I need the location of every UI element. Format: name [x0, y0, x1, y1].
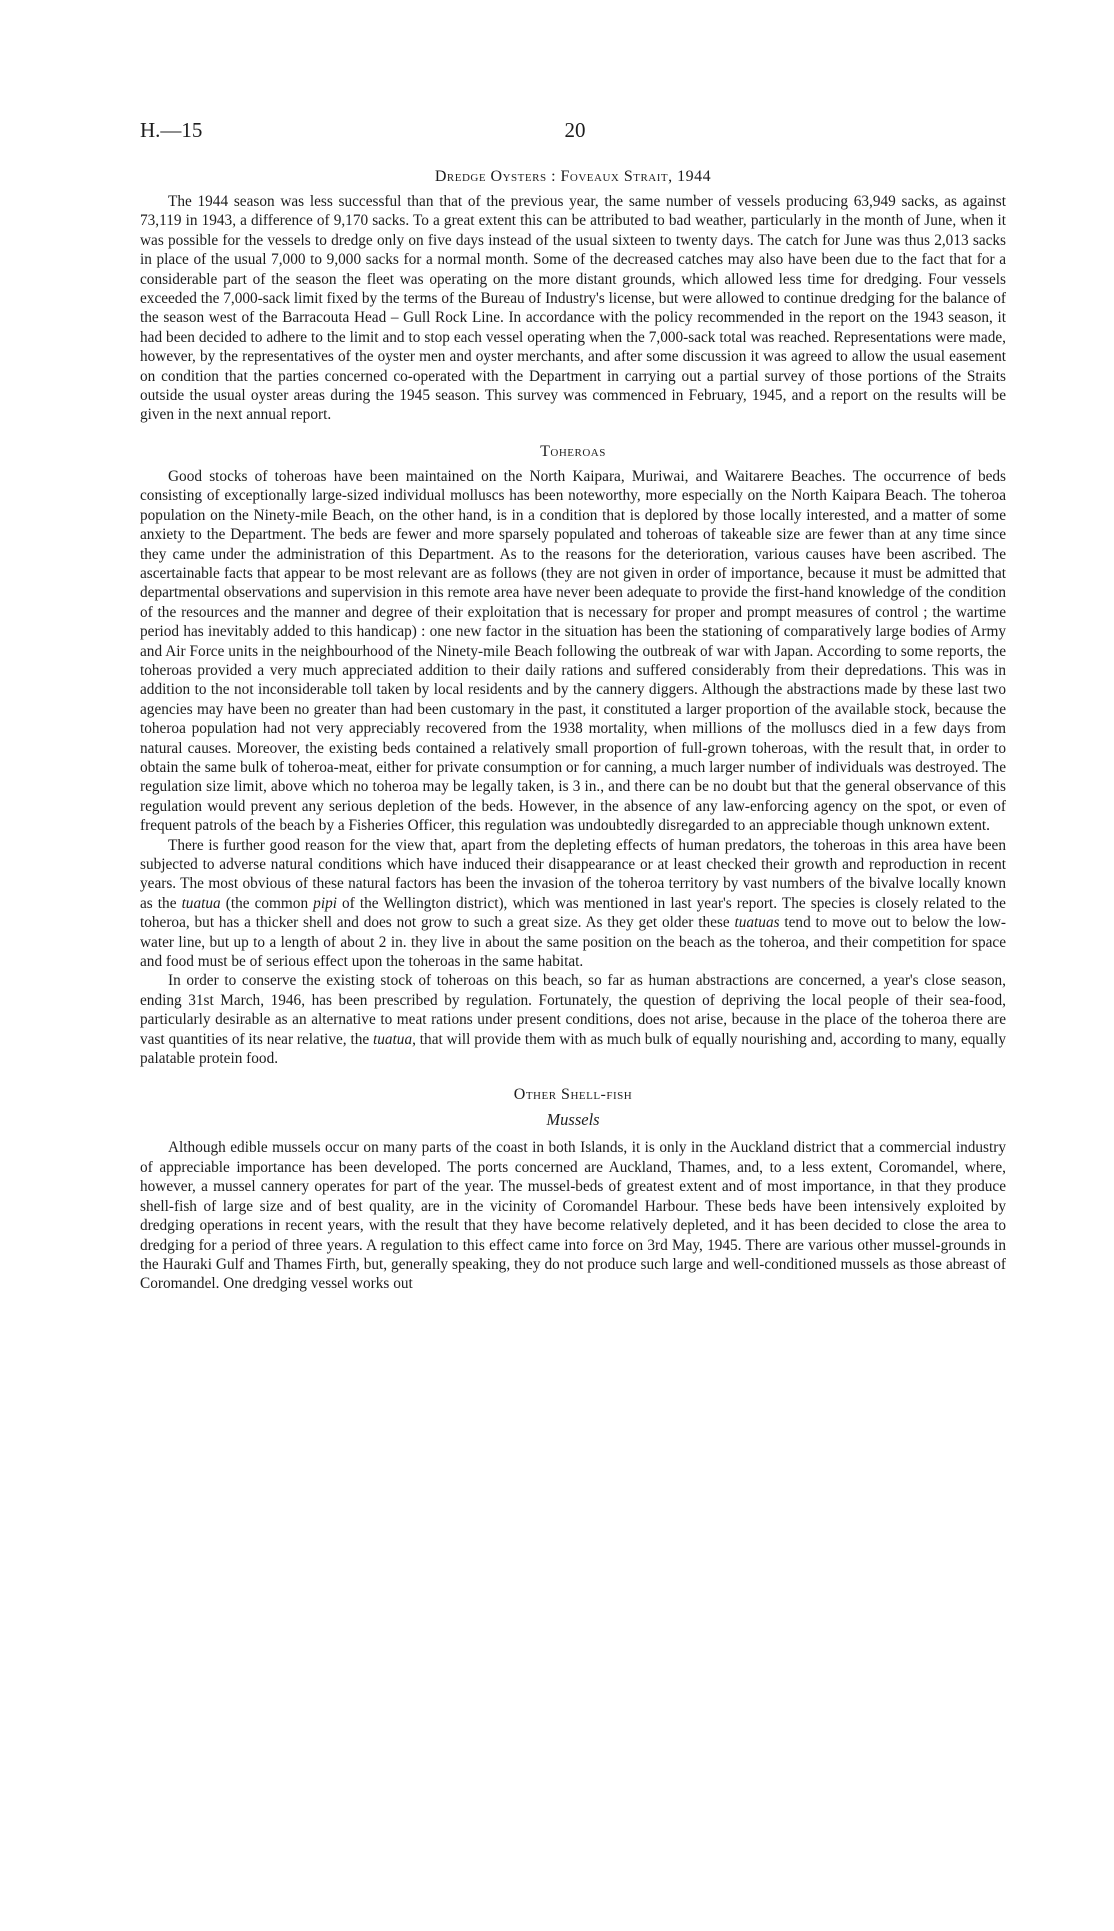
text-run: In order to conserve the existing stock of toheroas on this beach, so far as human abstractions are concerned, a year's close season, ending 31st March, 1946, has been prescribed by regulation. Fortunately, the question of depriving the local people of their sea-food, particularly desirable as an alternative to meat rations under present conditions, does not arise, because in the place of the toheroa there are vast quantities of its near relative, the [140, 972, 1006, 1048]
section-heading: Toheroas [540, 442, 606, 460]
section-heading: Other Shell-fish [513, 1086, 633, 1104]
text-run: There is further good reason for the view that, apart from the depleting effects of human predators, the toheroas in this area have been subjected to adverse natural conditions which have induced their disappearance or at least checked their growth and reproduction in recent years. The most obvious of these natural factors has been the invasion of the toheroa territory by vast numbers of the bivalve locally known as the [140, 836, 1006, 912]
subsection-heading: Mussels [546, 1110, 600, 1130]
species-name: tuatua [373, 1030, 413, 1048]
paragraph: The 1944 season was less successful than that of the previous year, the same number of vessels producing 63,949 sacks, as against 73,119 in 1943, a difference of 9,170 sacks. To a great extent this can be attributed to bad weather, particularly in the month of June, when it was possible for the vessels to dredge only on five days instead of the usual sixteen to twenty days. The catch for June was thus 2,013 sacks in place of the usual 7,000 to 9,000 sacks for a normal month. Some of the decreased catches may also have been due to the fact that for a considerable part of the season the fleet was operating on the more distant grounds, which allowed less time for dredging. Four vessels exceeded the 7,000-sack limit fixed by the terms of the Bureau of Industry's license, but were allowed to continue dredging for the balance of the season west of the Barracouta Head – Gull Rock Line. In accordance with the policy recommended in the report on the 1943 season, it had been decided to adhere to the limit and to stop each vessel operating when the 7,000-sack total was reached. Representations were made, however, by the representatives of the oyster men and oyster merchants, and after some discussion it was agreed to allow the usual easement on condition that the parties concerned co-operated with the Department in carrying out a partial survey of those portions of the Straits outside the usual oyster areas during the 1945 season. This survey was commenced in February, 1945, and a report on the results will be given in the next annual report. [140, 193, 1006, 424]
paragraph [140, 836, 1006, 972]
text-run: , that will provide them with as much bulk of equally nourishing and, according to many, equally palatable protein food. [140, 1030, 1006, 1068]
paragraph: Although edible mussels occur on many parts of the coast in both Islands, it is only in the Auckland district that a commercial industry of appreciable importance has been developed. The ports concerned are Auckland, Thames, and, to a less extent, Coromandel, where, however, a mussel cannery operates for part of the year. The mussel-beds of greatest extent and of most importance, in that they produce shell-fish of large size and of best quality, are in the vicinity of Coromandel Harbour. These beds have been intensively exploited by dredging operations in recent years, with the result that they have become relatively depleted, and it has been decided to close the area to dredging for a period of three years. A regulation to this effect came into force on 3rd May, 1945. There are various other mussel-grounds in the Hauraki Gulf and Thames Firth, but, generally speaking, they do not produce such large and well-conditioned mussels as those abreast of Coromandel. One dredging vessel works out [140, 1139, 1006, 1293]
paragraph [140, 971, 1006, 1068]
text-run: of the Wellington district), which was mentioned in last year's report. The species is closely related to the toheroa, but has a thicker shell and does not grow to such a great size. As they get older these [140, 894, 1006, 932]
text-run: tend to move out to below the low-water line, but up to a length of about 2 in. they live in about the same position on the beach as the toheroa, and their competition for space and food must be of serious effect upon the toheroas in the same habitat. [140, 914, 1006, 971]
report-reference: H.—15 [140, 118, 203, 142]
paragraph: Good stocks of toheroas have been maintained on the North Kaipara, Muriwai, and Waitarere Beaches. The occurrence of beds consisting of exceptionally large-sized individual molluscs has been noteworthy, more especially on the North Kaipara Beach. The toheroa population on the Ninety-mile Beach, on the other hand, is in a condition that is deplored by those locally interested, and a matter of some anxiety to the Department. The beds are fewer and more sparsely populated and toheroas of takeable size are fewer than at any time since they came under the administration of this Department. As to the reasons for the deterioration, various causes have been ascribed. The ascertainable facts that appear to be most relevant are as follows (they are not given in order of importance, because it must be admitted that departmental observations and supervision in this remote area have never been adequate to provide the first-hand knowledge of the condition of the resources and the manner and degree of their exploitation that is necessary for proper and prompt measures of control ; the wartime period has inevitably added to this handicap) : one new factor in the situation has been the stationing of comparatively large bodies of Army and Air Force units in the neighbourhood of the Ninety-mile Beach following the outbreak of war with Japan. According to some reports, the toheroas provided a very much appreciated addition to their daily rations and suffered considerably from their depredations. This was in addition to the not inconsiderable toll taken by local residents and by the cannery diggers. Although the abstractions made by these last two agencies may have been no greater than had been customary in the past, it constituted a larger proportion of the available stock, because the toheroa population had not very appreciably recovered from the 1938 mortality, when millions of the molluscs died in a few days from natural causes. Moreover, the existing beds contained a relatively small proportion of full-grown toheroas, with the result that, in order to obtain the same bulk of toheroa-meat, either for private consumption or for canning, a much larger number of individuals was destroyed. The regulation size limit, above which no toheroa may be legally taken, is 3 in., and there can be no doubt but that the general observance of this regulation would prevent any serious depletion of the beds. However, in the absence of any law-enforcing agency on the spot, or even of frequent patrols of the beach by a Fisheries Officer, this regulation was undoubtedly disregarded to an appreciable though unknown extent. [140, 467, 1006, 835]
section-heading: Dredge Oysters : Foveaux Strait, 1944 [434, 168, 712, 185]
section-dredge-oysters [140, 168, 1006, 425]
page-body [140, 168, 1006, 1312]
species-name: pipi [313, 894, 337, 912]
species-name: tuatua [181, 894, 221, 912]
section-other-shellfish [140, 1086, 1006, 1293]
species-name: tuatuas [734, 914, 780, 932]
text-run: (the common [220, 894, 314, 912]
section-toheroas [140, 443, 1006, 1069]
page-number: 20 [564, 118, 586, 142]
running-header [140, 118, 1010, 148]
